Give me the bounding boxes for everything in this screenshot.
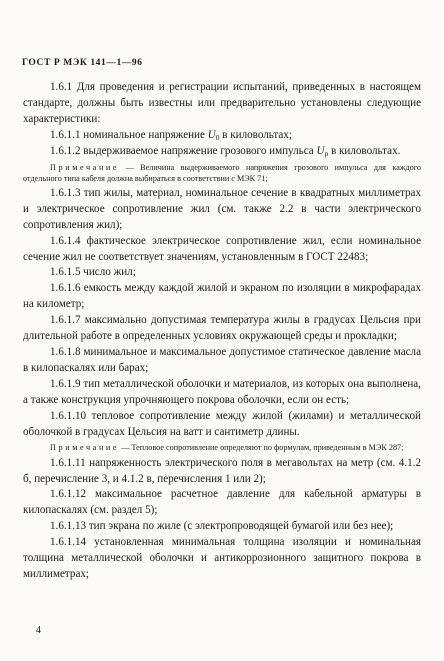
note-paragraph [23,162,421,184]
body-paragraph: 1.6.1.11 напряженность электрического поля в мегавольтах на метр (см. 4.1.2 б, перечисление 3, и 4.1.2 в, перечисления 1 или 2); [23,456,421,485]
body-paragraph [23,144,421,160]
body-paragraph: 1.6.1.4 фактическое электрическое сопротивление жил, если номинальное сечение жил не соответствует значениям, установленным в ГОСТ 22483; [23,234,421,263]
paragraph-text: 1.6.1.1 номинальное напряжение [50,128,208,141]
voltage-subscript: p [324,148,329,158]
page-number: 4 [36,625,41,636]
body-paragraph: 1.6.1.12 максимальное расчетное давление для кабельной арматуры в килопаскалях (см. раздел 5); [23,488,421,517]
body-paragraph: 1.6.1 Для проведения и регистрации испытаний, приведенных в настоящем стандарте, должны быть известны или предварительно установлены следующие характеристики: [23,81,421,125]
paragraph-text: в киловольтах. [328,144,401,157]
note-text: — Тепловое сопротивление определяют по формулам, приведенным в МЭК 287; [119,443,404,453]
paragraph-text: в киловольтах; [219,128,292,141]
body-paragraph: 1.6.1.6 емкость между каждой жилой и экраном по изоляции в микрофарадах на километр; [23,282,421,311]
note-label: Примечание [50,443,120,453]
voltage-symbol: U [207,128,216,141]
body-paragraph: 1.6.1.5 число жил; [50,266,136,279]
voltage-symbol: U [316,144,325,157]
body-paragraph: 1.6.1.8 минимальное и максимальное допустимое статическое давление масла в килопаскалях или барах; [23,346,421,374]
body-paragraph [23,128,421,144]
body-paragraph: 1.6.1.3 тип жилы, материал, номинальное сечение в квадратных миллиметрах и электрическое сопротивление жил (см. также 2.2 в части электрического сопротивления жил); [23,186,421,231]
document-header: ГОСТ Р МЭК 141—1—96 [22,58,143,68]
body-paragraph: 1.6.1.14 установленная минимальная толщина изоляции и номинальная толщина металлической оболочки и антикоррозионного защитного покрова в миллиметрах; [23,536,421,580]
body-paragraph: 1.6.1.13 тип экрана по жиле (с электропроводящей бумагой или без нее); [50,520,394,533]
note-text: — Величина выдерживаемого напряжения грозового импульса для каждого отдельного типа кабеля должна выбираться в соответствии с МЭК 71; [23,162,421,183]
body-paragraph: 1.6.1.9 тип металлической оболочки и материалов, из которых она выполнена, а также конструкция упрочняющего покрова оболочки, если он есть; [23,377,421,406]
note-label: Примечание [50,162,120,172]
body-paragraph: 1.6.1.10 тепловое сопротивление между жилой (жилами) и металлической оболочкой в градусах Цельсия на ватт и сантиметр длины. [23,409,421,438]
note-paragraph [23,442,421,453]
voltage-subscript: 0 [215,132,220,142]
document-body [23,80,421,583]
body-paragraph: 1.6.1.7 максимально допустимая температура жилы в градусах Цельсия при длительной работе в определенных условиях окружающей среды и прокладки; [23,314,421,343]
paragraph-text: 1.6.1.2 выдерживаемое напряжение грозового импульса [50,144,317,157]
